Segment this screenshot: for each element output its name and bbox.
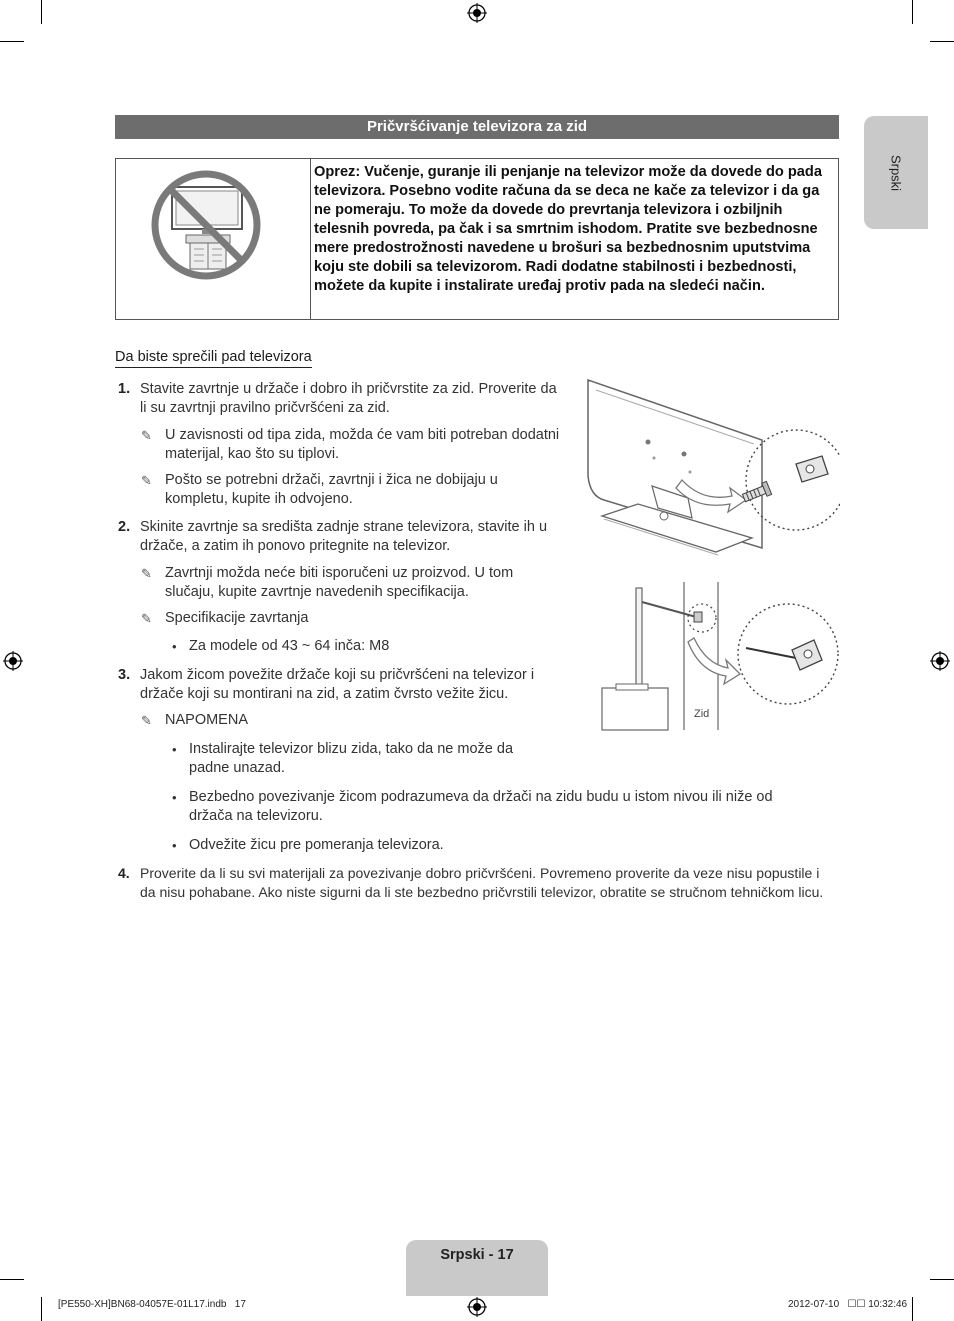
page-number-label: Srpski - 17 — [440, 1247, 514, 1263]
step-number: 3. — [118, 667, 131, 683]
crop-mark — [930, 41, 954, 42]
note-text: Zavrtnji možda neće biti isporučeni uz proizvod. U tom slučaju, kupite zavrtnje navedenih specifikacija. — [165, 565, 514, 600]
step-text: Jakom žicom povežite držače koji su pričvršćeni na televizor i držače koji su montirani na zid, a zatim čvrsto vežite žicu. — [140, 667, 535, 702]
crop-mark — [930, 1279, 954, 1280]
page-number-tab — [406, 1240, 548, 1296]
note-icon: ✎ — [141, 428, 152, 443]
warning-box — [115, 158, 839, 320]
step-number: 1. — [118, 381, 131, 397]
note-icon: ✎ — [141, 473, 152, 488]
bullet-icon: • — [172, 639, 177, 654]
bullet-text: Za modele od 43 ~ 64 inča: M8 — [189, 638, 390, 654]
bullet-icon: • — [172, 838, 177, 853]
registration-mark-icon — [467, 3, 487, 23]
note-text: Pošto se potrebni držači, zavrtnji i žica ne dobijaju u kompletu, kupite ih odvojeno. — [165, 472, 498, 507]
note-icon: ✎ — [141, 713, 152, 728]
step-text: Proverite da li su svi materijali za povezivanje dobro pričvršćeni. Povremeno proverite da veze nisu popustile i da nisu pohabane. Ako niste sigurni da li ste bezbedno pričvrstili televizor, obratite se stručnom tehničkom licu. — [140, 865, 824, 900]
subheading: Da biste sprečili pad televizora — [115, 349, 312, 368]
language-side-tab-label: Srpski — [888, 154, 904, 191]
note-icon: ✎ — [141, 611, 152, 626]
crop-mark — [0, 41, 24, 42]
no-tv-on-stand-icon — [116, 159, 310, 319]
crop-mark — [912, 0, 913, 24]
registration-mark-icon — [3, 651, 23, 671]
crop-mark — [41, 1297, 42, 1321]
step-text: Skinite zavrtnje sa središta zadnje strane televizora, stavite ih u držače, a zatim ih ponovo pritegnite na televizor. — [140, 519, 548, 554]
bullet-text: Bezbedno povezivanje žicom podrazumeva da držači na zidu budu u istom nivou ili niže od držača na televizoru. — [189, 789, 773, 824]
note-text: NAPOMENA — [165, 712, 248, 728]
section-title: Pričvršćivanje televizora za zid — [115, 115, 839, 139]
date-info: 2012-07-10 ☐☐ 10:32:46 — [788, 1299, 908, 1310]
registration-mark-icon — [467, 1297, 487, 1317]
note-text: U zavisnosti od tipa zida, možda će vam biti potreban dodatni materijal, kao što su tiplovi. — [165, 427, 560, 462]
tv-back-bracket-illustration — [584, 376, 840, 556]
step-text: Stavite zavrtnje u držače i dobro ih pričvrstite za zid. Proverite da li su zavrtnji pravilno pričvršćeni za zid. — [140, 381, 557, 416]
bullet-icon: • — [172, 790, 177, 805]
file-info: [PE550-XH]BN68-04057E-01L17.indb 17 — [58, 1299, 246, 1310]
crop-mark — [912, 1297, 913, 1321]
registration-mark-icon — [930, 651, 950, 671]
note-text: Specifikacije zavrtanja — [165, 610, 309, 626]
bullet-text: Instalirajte televizor blizu zida, tako da ne može da padne unazad. — [189, 741, 514, 776]
wall-label: Zid — [694, 708, 710, 720]
bullet-text: Odvežite žicu pre pomeranja televizora. — [189, 837, 444, 853]
bullet-icon: • — [172, 742, 177, 757]
crop-mark — [0, 1279, 24, 1280]
warning-picture — [116, 159, 311, 319]
note-icon: ✎ — [141, 566, 152, 581]
crop-mark — [41, 0, 42, 24]
step-number: 4. — [118, 865, 130, 881]
language-side-tab — [864, 116, 928, 229]
step-number: 2. — [118, 519, 131, 535]
warning-text: Oprez: Vučenje, guranje ili penjanje na televizor može da dovede do pada televizora. Posebno vodite računa da se deca ne kače za televizor i da ga ne pomeraju. To može da dovede do prevrtanja televizora i ozbiljnih telesnih povreda, pa čak i sa smrtnim ishodom. Pratite sve bezbednosne mere predostrožnosti navedene u brošuri sa bezbednosnim uputstvima koju ste dobili sa televizorom. Radi dodatne stabilnosti i bezbednosti, možete da kupite i instalirate uređaj protiv pada na sledeći način. — [314, 164, 822, 294]
wall-wire-illustration — [596, 582, 842, 732]
